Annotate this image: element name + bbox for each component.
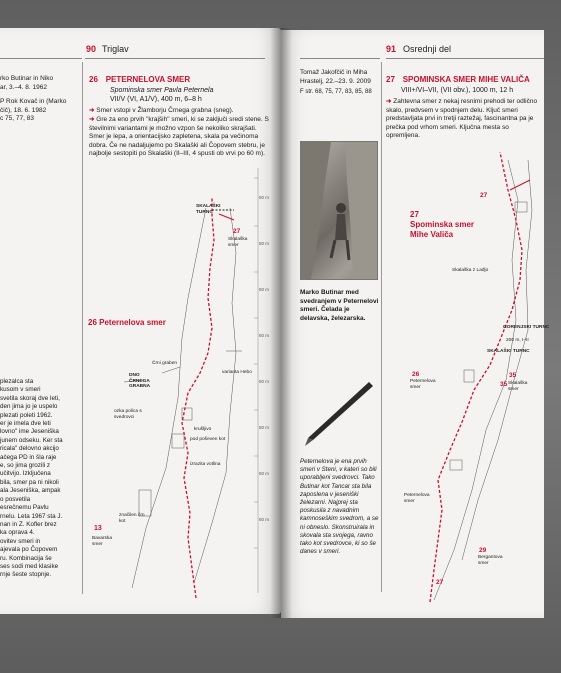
label-varianta-hebo: varianta Hebo xyxy=(222,370,252,375)
scale-mark: 50 m xyxy=(259,287,270,292)
label-skalaski-turnc-right: SKALAŠKI TURNC xyxy=(487,349,530,354)
label-dno-crnega-grabna: DNO ČRNEGA GRABNA xyxy=(129,373,151,389)
story-line: ovitev smeri in xyxy=(0,537,41,545)
scale-mark: 50 m xyxy=(259,517,270,522)
story-line: den jima jo je uspelo xyxy=(0,403,58,411)
first-ascent-ref: F str. 68, 75, 77, 83, 85, 88 xyxy=(300,89,372,95)
story-line: ajevala po Čopovem xyxy=(0,546,58,554)
label-skalaska-smer: Skalaška smer xyxy=(228,237,248,248)
route-26-header xyxy=(89,76,267,86)
label-peternelova-smer-2: Peternelova smer xyxy=(404,493,430,504)
label-pod-posevni-kot: pod poševen kot xyxy=(190,437,226,442)
label-peternelova-smer: Peternelova smer xyxy=(410,379,436,390)
label-200m: 200 m, I–II xyxy=(506,338,529,343)
scale-mark: 50 m xyxy=(259,471,270,476)
arrow-icon: ➜ xyxy=(386,98,392,105)
route-26-approach-text: Smer vstopi v Žlamborju Črnega grabna (sneg). xyxy=(96,107,234,114)
label-27: 27 xyxy=(233,228,241,235)
left-cut-credits xyxy=(0,75,80,92)
story-line: ricala" delovno akcijo xyxy=(0,445,59,453)
story-line: rnje šeste stopnje. xyxy=(0,571,52,579)
route-26-description-text: Gre za eno prvih "krajših" smeri, ki se zaključi sredi stene. S številnimi variantami je možno vzpon še nekoliko skrajšati. Smer je lepa, a orientacijsko zapletena, skala pa večinoma dobra. Če ne nadaljujemo po Skalaški ali Čopovem stebru, je najbolje sestopiti po Skalaški (II–III, 4 spusti ob vrvi po 60 m). xyxy=(89,116,269,158)
left-page-number: 90 xyxy=(86,44,97,54)
route-27-grade: VIII+/VI–VII, (VII obv.), 1000 m, 12 h xyxy=(401,87,514,94)
label-izrazita-votlina: izrazita votlina xyxy=(190,462,221,467)
right-running-title: Osrednji del xyxy=(403,44,452,54)
story-line: rnelu. Leta 1967 sta J. xyxy=(0,512,63,520)
route-26-topo-diagram xyxy=(84,168,274,598)
label-29: 29 xyxy=(479,547,487,554)
label-26: 26 xyxy=(412,371,420,378)
label-route-27-l1: Spominska smer xyxy=(410,220,475,229)
left-rule-b xyxy=(85,58,265,59)
left-running-title: Triglav xyxy=(102,44,129,54)
label-27-top: 27 xyxy=(480,192,488,199)
label-35-b: 35 xyxy=(500,381,508,388)
left-rule-a xyxy=(0,58,82,59)
right-rule-b xyxy=(386,58,544,59)
story-line: er je imela dve leti xyxy=(0,420,51,428)
label-route-27-num: 27 xyxy=(410,210,419,219)
left-cut-credits-2 xyxy=(0,98,80,124)
label-skalaski-turnc: SKALAŠKI TURNC xyxy=(196,204,221,215)
right-rule-a xyxy=(300,58,380,59)
story-line: ala Jeseniška, ampak xyxy=(0,487,61,495)
route-27-description-text: Zahtevna smer z nekaj resnimi prehodi ter odlično skalo, predvsem v spodnjem delu. Ključ smeri predstavljata prvi in tretji raztežaj, fascinantna pa je prečka pod vrhom smeri. Ključna mesta so opremljena. xyxy=(386,98,538,140)
scale-mark: 50 m xyxy=(259,241,270,246)
photo-caption: Marko Butinar med svedranjem v Peternelovi smeri. Čelada je delavska, železarska. xyxy=(300,289,379,322)
label-skalaska-smer-right: Skalaška smer xyxy=(508,381,528,392)
first-ascent: Tomaž Jakofčič in Miha Hrastelj, 22.–23. 9. 2009 xyxy=(300,69,371,85)
label-ozka-polica: ozka polica s svedrovci xyxy=(114,409,142,420)
gutter-shadow xyxy=(270,28,292,618)
label-bavarska-smer: Bavarska smer xyxy=(92,536,112,547)
right-page-number: 91 xyxy=(386,44,397,54)
label-znacilen-crn-kot: značilen črn kot xyxy=(119,513,145,524)
arrow-icon: ➜ xyxy=(89,116,95,123)
story-line: esrečnemu Pavlu xyxy=(0,504,49,512)
route-27-header xyxy=(386,76,546,86)
label-route-26: 26 Peternelova smer xyxy=(88,318,166,327)
story-line: junem odseku. Ker sta xyxy=(0,436,63,444)
label-crni-graben: Črni graben xyxy=(152,361,178,366)
cut-line: čič), 18. 6. 1982 xyxy=(0,106,47,114)
label-27-bottom: 27 xyxy=(436,579,444,586)
story-line: ses sodi med klasike xyxy=(0,562,59,570)
story-line: ru. Kombinacija še xyxy=(0,554,52,562)
route-27-number: 27 xyxy=(386,75,395,84)
photo-image xyxy=(301,142,377,279)
story-line: učitvijo. Izključena xyxy=(0,470,51,478)
story-line: o posvetila xyxy=(0,495,31,503)
cut-line: rko Butinar in Niko xyxy=(0,75,54,82)
left-sidebar-story xyxy=(0,378,80,580)
route-26-subtitle: Spominska smer Pavla Peternela xyxy=(110,87,214,94)
scale-mark: 50 m xyxy=(259,195,270,200)
left-column-divider xyxy=(82,62,83,594)
route-26-grade: VII/V (VI, A1/V), 400 m, 6–8 h xyxy=(110,96,202,103)
label-krusljivo: krušljivo xyxy=(194,427,212,432)
scale-mark: 50 m xyxy=(259,425,270,430)
story-line: e, so jima grozili z xyxy=(0,462,51,470)
tool-caption: Peternelova je ena prvih smeri v Steni, v kateri so bili uporabljeni svedrovci. Tako Butinar kot Tancar sta bila zaposlena v jeseniški železarni. Najprej sta poskusila z navadnim kamnoseškim svedrom, a se ni obneslo. Skonstruirala in skovala sta svojega, ravno tako kot svedrovce, ki so še danes v smeri. xyxy=(300,458,379,556)
label-13: 13 xyxy=(94,525,102,532)
story-line: lovno" ime Jeseniška xyxy=(0,428,59,436)
label-gorenjski-turnc: GORENJSKI TURNC xyxy=(503,325,550,330)
scale-mark: 50 m xyxy=(259,379,270,384)
label-route-27-l2: Mihe Valiča xyxy=(410,230,454,239)
cut-line: c 75, 77, 83 xyxy=(0,115,34,123)
right-column-divider xyxy=(381,62,382,592)
arrow-icon: ➜ xyxy=(89,107,95,114)
label-35-a: 35 xyxy=(509,372,517,379)
story-line: kusom v smeri xyxy=(0,386,41,394)
route-26-number: 26 xyxy=(89,75,98,84)
drill-tool-image xyxy=(303,380,373,446)
cut-line: P Rok Kovač in (Marko xyxy=(0,98,67,105)
scale-mark: 50 m xyxy=(259,333,270,338)
route-26-description xyxy=(89,116,269,159)
route-27-description xyxy=(386,98,544,141)
label-skalaska-z-ladjo: Skalaška z Lađjo xyxy=(452,268,489,273)
story-line: svetila skoraj dve leti, xyxy=(0,394,60,402)
story-line: ačega PD in šla raje xyxy=(0,453,57,461)
label-bergantova-smer: Bergantova smer xyxy=(478,555,503,566)
route-26-approach xyxy=(89,107,269,116)
story-line: ka oprava 4. xyxy=(0,529,35,537)
route-27-title: SPOMINSKA SMER MIHE VALIČA xyxy=(402,75,530,84)
climber-photo xyxy=(300,141,378,280)
cut-line: ar, 3.–4. 8. 1962 xyxy=(0,83,47,91)
story-line: bila, smer pa ni nikoli xyxy=(0,478,59,486)
story-line: plezati poleti 1962. xyxy=(0,411,53,419)
route-26-title: PETERNELOVA SMER xyxy=(105,75,191,84)
story-line: nan in Z. Kofler brez xyxy=(0,520,57,528)
story-line: plezalca sta xyxy=(0,378,34,385)
